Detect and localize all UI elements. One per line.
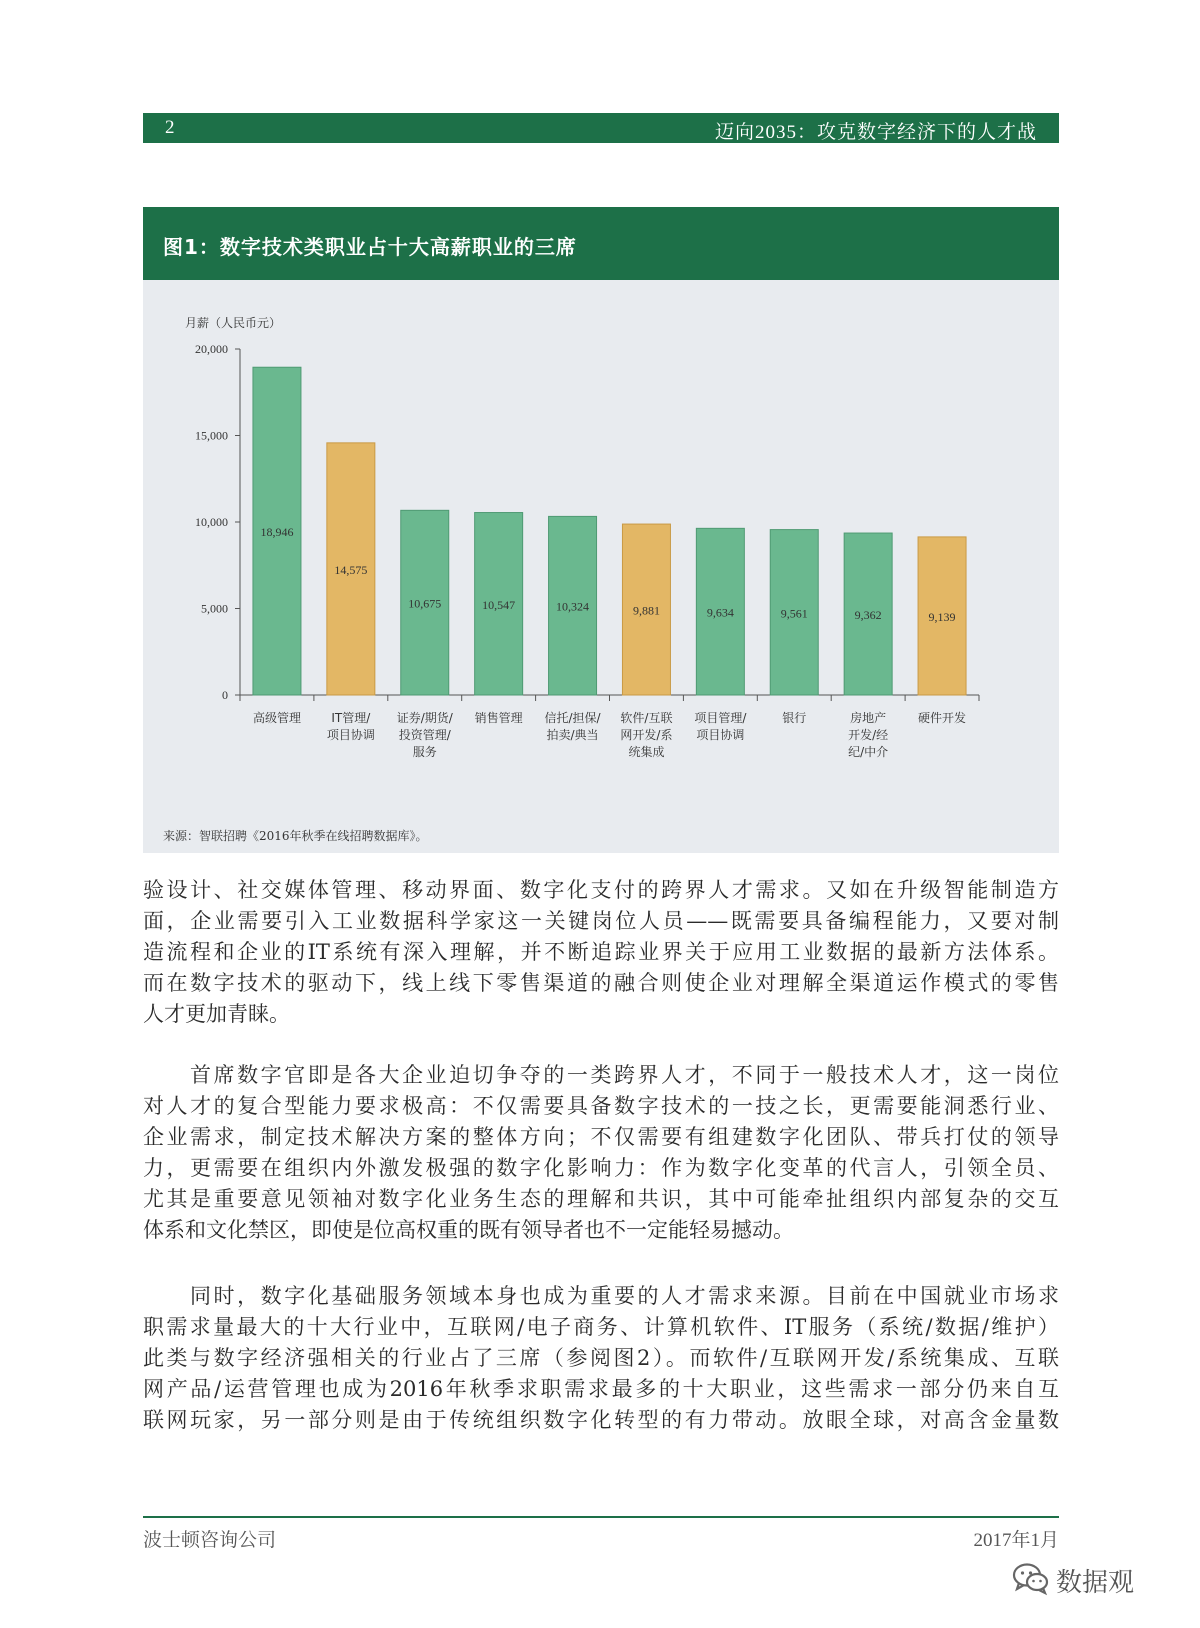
paragraph-line: 对人才的复合型能力要求极高：不仅需要具备数字技术的一技之长，更需要能洞悉行业、 [143, 1094, 1059, 1118]
paragraph-3 [143, 1281, 1059, 1436]
paragraph-line: 而在数字技术的驱动下，线上线下零售渠道的融合则使企业对理解全渠道运作模式的零售 [143, 971, 1059, 995]
page-number: 2 [165, 117, 175, 138]
figure-panel [143, 207, 1059, 853]
figure-title-bar [143, 207, 1059, 280]
x-tick-label: 项目协调 [326, 728, 375, 742]
bar-value-label: 10,324 [556, 599, 590, 614]
x-tick-label: IT管理/ [331, 711, 371, 725]
x-tick-label: 纪/中介 [848, 745, 889, 759]
bar-value-label: 9,634 [706, 605, 734, 620]
paragraph-line: 人才更加青睐。 [143, 1002, 290, 1026]
y-tick-label: 10,000 [195, 515, 228, 529]
watermark [1012, 1558, 1182, 1600]
paragraph-line: 企业需求，制定技术解决方案的整体方向；不仅需要有组建数字化团队、带兵打仗的领导 [143, 1125, 1059, 1149]
watermark-text: 数据观 [1056, 1568, 1135, 1598]
footer-rule [143, 1516, 1059, 1518]
paragraph-line: 面，企业需要引入工业数据科学家这一关键岗位人员——既需要具备编程能力，又要对制 [143, 909, 1059, 933]
salary-bar-chart [143, 280, 1059, 825]
bar-value-label: 9,139 [928, 609, 956, 624]
paragraph-line: 联网玩家，另一部分则是由于传统组织数字化转型的有力带动。放眼全球，对高含金量数 [143, 1408, 1059, 1432]
x-tick-label: 投资管理/ [398, 728, 451, 742]
paragraph-line: 同时，数字化基础服务领域本身也成为重要的人才需求来源。目前在中国就业市场求 [190, 1284, 1059, 1308]
bar-value-label: 9,561 [780, 606, 808, 621]
y-axis-label: 月薪（人民币元） [185, 316, 282, 330]
paragraph-line: 首席数字官即是各大企业迫切争夺的一类跨界人才，不同于一般技术人才，这一岗位 [190, 1063, 1059, 1087]
x-tick-label: 服务 [412, 745, 437, 759]
paragraph-2 [143, 1060, 1059, 1246]
x-tick-label: 软件/互联 [620, 711, 673, 725]
x-tick-label: 统集成 [628, 745, 665, 759]
paragraph-line: 此类与数字经济强相关的行业占了三席（参阅图2）。而软件/互联网开发/系统集成、互联 [143, 1346, 1059, 1370]
x-tick-label: 网开发/系 [620, 728, 673, 742]
paragraph-line: 网产品/运营管理也成为2016年秋季求职需求最多的十大职业，这些需求一部分仍来自互 [143, 1377, 1059, 1401]
footer-company: 波士顿咨询公司 [143, 1529, 277, 1551]
paragraph-line: 力，更需要在组织内外激发极强的数字化影响力：作为数字化变革的代言人，引领全员、 [143, 1156, 1059, 1180]
y-tick-label: 15,000 [195, 428, 228, 443]
bar-value-label: 18,946 [260, 525, 294, 540]
footer-date: 2017年1月 [973, 1530, 1059, 1551]
x-tick-label: 硬件开发 [918, 711, 967, 725]
x-tick-label: 开发/经 [848, 728, 889, 742]
y-tick-label: 20,000 [195, 342, 228, 356]
x-tick-label: 项目协调 [696, 728, 745, 742]
x-tick-label: 房地产 [850, 711, 887, 725]
bar-value-label: 10,675 [408, 596, 442, 611]
y-tick-label: 5,000 [201, 601, 228, 616]
report-title: 迈向2035：攻克数字经济下的人才战 [714, 122, 1037, 143]
paragraph-line: 尤其是重要意见领袖对数字化业务生态的理解和共识，其中可能牵扯组织内部复杂的交互 [143, 1187, 1059, 1211]
running-header [143, 113, 1059, 143]
figure-title: 图1：数字技术类职业占十大高薪职业的三席 [163, 235, 577, 259]
figure-source: 来源：智联招聘《2016年秋季在线招聘数据库》。 [163, 829, 428, 843]
bar-value-label: 9,362 [854, 608, 882, 623]
y-tick-label: 0 [222, 688, 228, 702]
x-tick-label: 拍卖/典当 [546, 728, 599, 742]
x-tick-label: 项目管理/ [694, 711, 747, 725]
paragraph-line: 职需求量最大的十大行业中，互联网/电子商务、计算机软件、IT服务（系统/数据/维护） [143, 1315, 1059, 1339]
x-tick-label: 信托/担保/ [544, 711, 601, 725]
x-tick-label: 高级管理 [252, 711, 301, 725]
x-tick-label: 银行 [782, 711, 807, 725]
paragraph-line: 造流程和企业的IT系统有深入理解，并不断追踪业界关于应用工业数据的最新方法体系。 [143, 940, 1059, 964]
bar-value-label: 10,547 [482, 597, 516, 612]
paragraph-line: 体系和文化禁区，即使是位高权重的既有领导者也不一定能轻易撼动。 [143, 1218, 794, 1242]
paragraph-line: 验设计、社交媒体管理、移动界面、数字化支付的跨界人才需求。又如在升级智能制造方 [143, 878, 1059, 902]
wechat-icon [1012, 1562, 1050, 1596]
x-tick-label: 销售管理 [474, 711, 523, 725]
bar-value-label: 14,575 [334, 562, 368, 577]
x-tick-label: 证券/期货/ [396, 711, 453, 725]
paragraph-1 [143, 875, 1059, 1030]
bar-value-label: 9,881 [632, 603, 660, 618]
